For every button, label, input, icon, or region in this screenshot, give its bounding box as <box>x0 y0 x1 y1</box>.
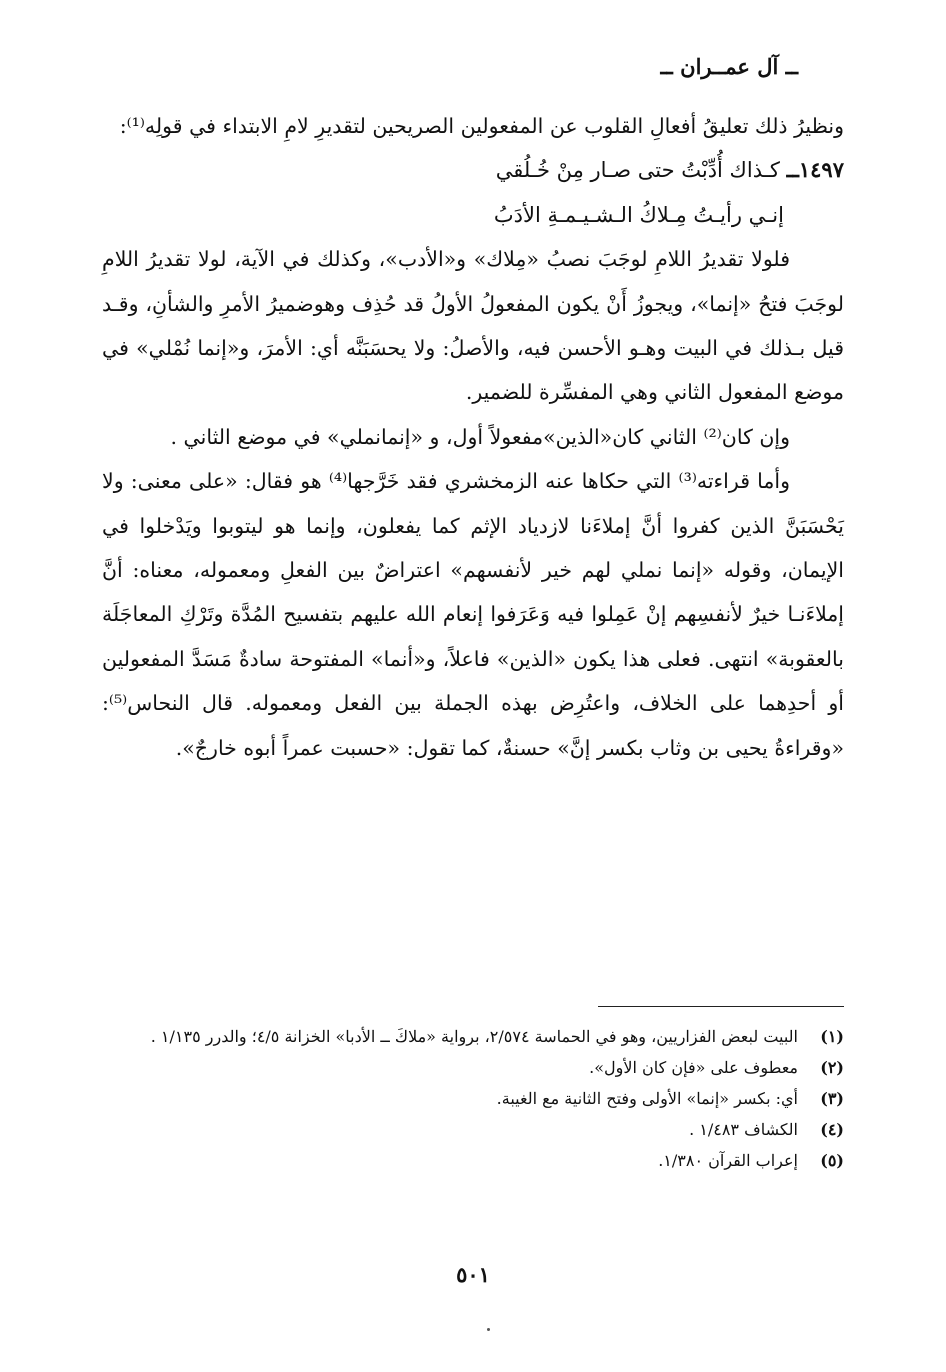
footnote-2 <box>102 1052 844 1083</box>
footnote-5 <box>102 1145 844 1176</box>
running-header: ــ آل عمــران ــ <box>660 54 798 79</box>
main-text <box>102 104 844 770</box>
footnote-text: إعراب القرآن ١/٣٨٠. <box>658 1151 798 1170</box>
footnote-4 <box>102 1114 844 1145</box>
footnote-separator <box>598 1006 844 1007</box>
footnote-3 <box>102 1083 844 1114</box>
verse-hemistich-1: كـذاك أُدِّبْتُ حتى صـار مِنْ خُـلُقي <box>495 158 780 183</box>
scan-speck <box>487 1328 490 1331</box>
footnote-text: الكشاف ١/٤٨٣ . <box>689 1120 798 1139</box>
footnote-number: (١) <box>820 1027 844 1046</box>
footnote-number: (٥) <box>820 1151 844 1170</box>
footnote-text: معطوف على «فإن كان الأول». <box>589 1058 798 1077</box>
footnote-text: البيت لبعض الفزاريين، وهو في الحماسة ٢/٥٧٤، برواية «ملاكَ ــ الأدبا» الخزانة ٤/٥؛ والدرر ١/١٣٥ . <box>150 1027 798 1046</box>
footnote-text: أي: بكسر «إنما» الأولى وفتح الثانية مع الغيبة. <box>496 1089 798 1108</box>
verse-hemistich-2: إنـي رأيـتُ مِـلاكُ الـشـيـمـةِ الأدَبُ <box>493 202 784 227</box>
footnote-1 <box>102 1021 844 1052</box>
paragraph-4: وأما قراءته⁽³⁾ التي حكاها عنه الزمخشري فقد خَرَّجها⁽⁴⁾ هو فقال: «على معنى: ولا يَحْسَبَنَّ الذين كفروا أنَّ إملاءَنا لازدياد الإثم كما يفعلون، وإنما هو ليتوبوا ويَدْخلوا في الإيمان، وقوله «إنما نملي لهم خير لأنفسهم» اعتراضٌ بين الفعلِ ومعموله، معناه: أنَّ إملاءَنـا خيرٌ لأنفسِهم إنْ عَمِلوا فيه وَعَرَفوا إنعام الله عليهم بتفسيح المُدَّة وتَرْكِ المعاجَلَة بالعقوبة» انتهى. فعلى هذا يكون «الذين» فاعلاً، و«أنما» المفتوحة سادةٌ مَسَدَّ المفعولين أو أحدِهما على الخلاف، واعتُرِض بهذه الجملة بين الفعل ومعموله. قال النحاس⁽⁵⁾: «وقراءةُ يحيى بن وثاب بكسر إنَّ» حسنةٌ، كما تقول: «حسبت عمراً أبوه خارجٌ». <box>102 469 844 760</box>
verse-number: ١٤٩٧ــ <box>786 157 844 183</box>
verse-line-1 <box>102 148 844 192</box>
footnote-number: (٣) <box>820 1089 844 1108</box>
page-number: ٥٠١ <box>456 1262 490 1287</box>
footnote-number: (٢) <box>820 1058 844 1077</box>
paragraph-1: ونظيرُ ذلك تعليقُ أفعالِ القلوب عن المفعولين الصريحين لتقديرِ لامِ الابتداء في قولِه⁽¹⁾: <box>119 114 844 138</box>
footnote-number: (٤) <box>820 1120 844 1139</box>
paragraph-2: فلولا تقديرُ اللامِ لوجَبَ نصبُ «مِلاك» و«الأدب»، وكذلك في الآية، لولا تقديرُ اللامِ لوجَبَ فتحُ «إنما»، ويجوزُ أَنْ يكون المفعولُ الأولُ قد حُذِف وهوضميرُ الأمرِ والشأنِ، وقـد قيل بـذلك في البيت وهـو الأحسن فيه، والأصلُ: ولا يحسَبَنَّه أي: الأمرَ، و«إنما نُمْلي» في موضع المفعول الثاني وهي المفسِّرة للضمير. <box>102 247 844 405</box>
paragraph-3: وإن كان⁽²⁾ الثاني كان«الذين»مفعولاً أول، و «إنمانملي» في موضع الثاني . <box>170 424 790 449</box>
footnotes <box>102 1021 844 1176</box>
